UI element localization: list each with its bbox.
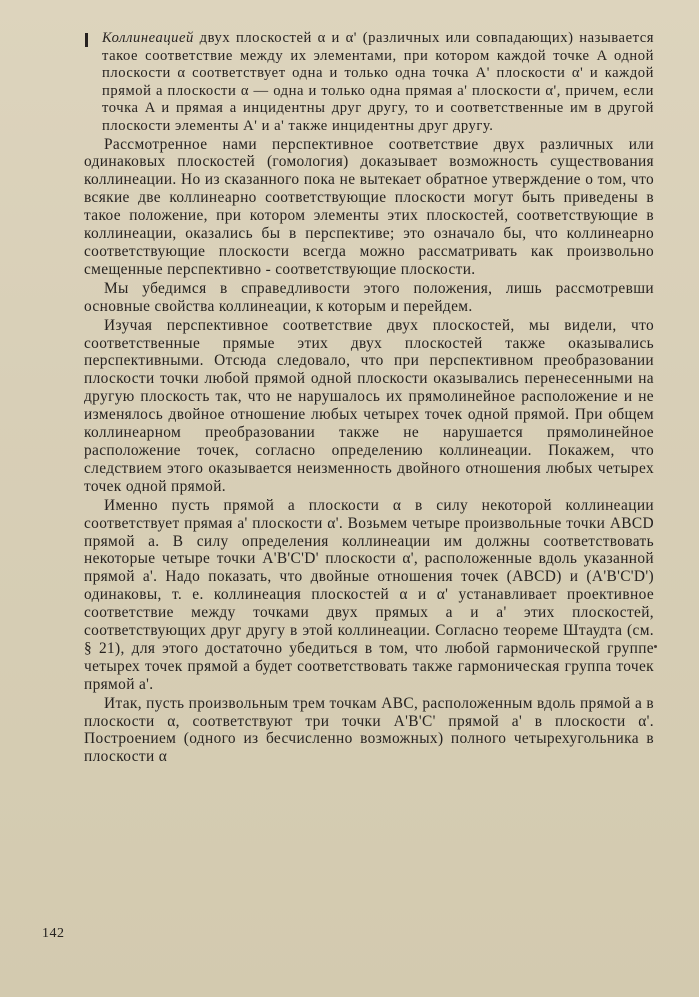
paragraph-4: Именно пусть прямой a плоскости α в силу некоторой коллинеации соответствует прямая a' плоскости α'. Возьмем четыре произвольные точки ABCD прямой a. В силу определения коллинеации им должны соответствовать некоторые четыре точки A'B'C'D' плоскости α', расположенные вдоль указанной прямой a'. Надо показать, что двойные отношения точек (ABCD) и (A'B'C'D') одинаковы, т. е. коллинеация плоскостей α и α' устанавливает проективное соответствие между точками двух прямых a и a' этих плоскостей, соответствующих друг другу в этой коллинеации. Согласно теореме Штаудта (см. § 21), для этого достаточно убедиться в том, что любой гармонической группе четырех точек прямой a будет соответствовать также гармоническая группа точек прямой a'. xyxy=(84,496,654,693)
page-number: 142 xyxy=(42,926,65,941)
definition-term: Коллинеацией xyxy=(102,30,194,46)
paragraph-2: Мы убедимся в справедливости этого положения, лишь рассмотревши основные свойства коллинеации, к которым и перейдем. xyxy=(84,279,654,315)
ink-speck xyxy=(654,645,657,648)
definition-paragraph xyxy=(102,30,654,136)
paragraph-3: Изучая перспективное соответствие двух плоскостей, мы видели, что соответственные прямые этих двух плоскостей также оказывались перспективными. Отсюда следовало, что при перспективном преобразовании плоскости точки любой прямой одной плоскости оказывались перенесенными на другую плоскость так, что не нарушалось их прямолинейное расположение и не изменялось двойное отношение любых четырех точек одной прямой. При общем коллинеарном преобразовании также не нарушается прямолинейное расположение точек, согласно определению коллинеации. Покажем, что следствием этого оказывается неизменность двойного отношения любых четырех точек одной прямой. xyxy=(84,316,654,495)
text-column xyxy=(84,30,654,766)
definition-text: двух плоскостей α и α' (различных или совпадающих) называется такое соответствие между их элементами, при котором каждой точке A одной плоскости α соответствует одна и только одна точка A' плоскости α' и каждой прямой a плоскости α — одна и только одна прямая a' плоскости α', причем, если точка A и прямая a инцидентны друг другу, то и соответственные им в другой плоскости элементы A' и a' также инцидентны друг другу. xyxy=(102,30,654,134)
margin-bar xyxy=(85,33,88,47)
paragraph-5: Итак, пусть произвольным трем точкам ABC, расположенным вдоль прямой a в плоскости α, соответствуют три точки A'B'C' прямой a' в плоскости α'. Построением (одного из бесчисленно возможных) полного четырехугольника в плоскости α xyxy=(84,694,654,766)
paragraph-1: Рассмотренное нами перспективное соответствие двух различных или одинаковых плоскостей (гомология) доказывает возможность существования коллинеации. Но из сказанного пока не вытекает обратное утверждение о том, что всякие две коллинеарно соответствующие плоскости могут быть приведены в такое положение, при котором элементы этих плоскостей, соответствующие в коллинеации, оказались бы в перспективе; это означало бы, что коллинеарно соответствующие плоскости всегда можно рассматривать как произвольно смещенные перспективно - соответствующие плоскости. xyxy=(84,135,654,278)
